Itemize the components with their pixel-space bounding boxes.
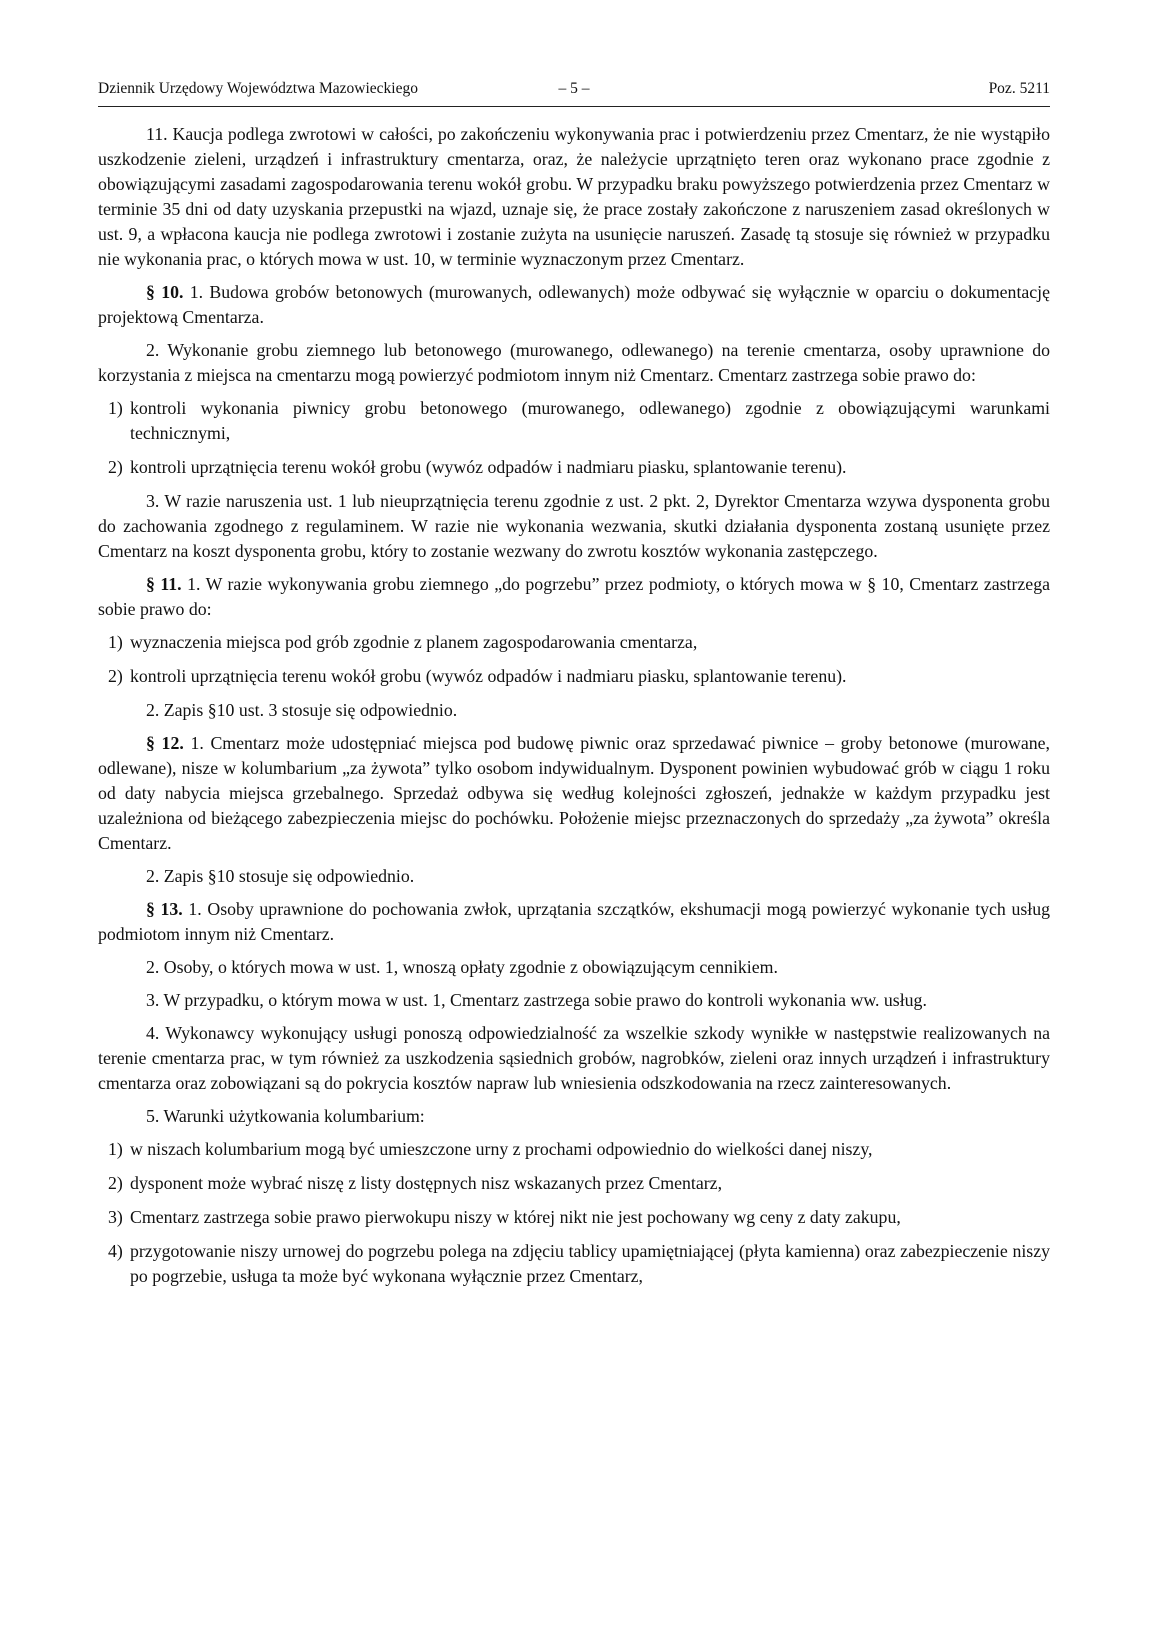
list-number: 2) — [108, 666, 123, 686]
list-text: kontroli wykonania piwnicy grobu betonowego (murowanego, odlewanego) zgodnie z obowiązującymi warunkami technicznymi, — [130, 398, 1050, 443]
section-13-para-4: 4. Wykonawcy wykonujący usługi ponoszą odpowiedzialność za wszelkie szkody wynikłe w następstwie realizowanych na terenie cmentarza prac, w tym również za uszkodzenia sąsiednich grobów, nagrobków, zieleni oraz innych urządzeń i infrastruktury cmentarza oraz zobowiązani są do pokrycia kosztów napraw lub wniesienia odszkodowania na rzecz zainteresowanych. — [98, 1023, 1050, 1093]
list-text: wyznaczenia miejsca pod grób zgodnie z planem zagospodarowania cmentarza, — [130, 632, 698, 652]
list-number: 1) — [108, 632, 123, 652]
section-mark: § 10. — [146, 282, 184, 302]
section-10-para-3: 3. W razie naruszenia ust. 1 lub nieuprzątnięcia terenu zgodnie z ust. 2 pkt. 2, Dyrektor Cmentarza wzywa dysponenta grobu do zachowania zgodnego z regulaminem. W razie nie wykonania wezwania, skutki działania dysponenta zostaną usunięte przez Cmentarz na koszt dysponenta grobu, który to zostanie wezwany do zwrotu kosztów wykonania zastępczego. — [98, 491, 1050, 561]
list-number: 4) — [108, 1241, 123, 1261]
list-item — [98, 664, 1050, 689]
list-item — [98, 1239, 1050, 1289]
list-text: dysponent może wybrać niszę z listy dostępnych nisz wskazanych przez Cmentarz, — [130, 1173, 723, 1193]
document-body — [98, 122, 1050, 1298]
list-item — [98, 1205, 1050, 1230]
list-number: 1) — [108, 398, 123, 418]
page-header — [98, 78, 1050, 107]
section-13-para-2: 2. Osoby, o których mowa w ust. 1, wnoszą opłaty zgodnie z obowiązującym cennikiem. — [146, 957, 778, 977]
section-12-para-2: 2. Zapis §10 stosuje się odpowiednio. — [146, 866, 415, 886]
list-text: w niszach kolumbarium mogą być umieszczone urny z prochami odpowiednio do wielkości danej niszy, — [130, 1139, 873, 1159]
list-item — [98, 630, 1050, 655]
list-item — [98, 396, 1050, 446]
section-mark: § 12. — [146, 733, 184, 753]
paragraph-text: 1. Budowa grobów betonowych (murowanych, odlewanych) może odbywać się wyłącznie w oparciu o dokumentację projektową Cmentarza. — [98, 282, 1050, 327]
paragraph-text: 1. Cmentarz może udostępniać miejsca pod budowę piwnic oraz sprzedawać piwnice – groby betonowe (murowane, odlewane), nisze w kolumbarium „za żywota” tylko osobom indywidualnym. Dysponent powinien wybudować grób w ciągu 1 roku od daty nabycia miejsca grzebalnego. Sprzedaż odbywa się według kolejności zgłoszeń, jednakże w każdym przypadku jest uzależniona od bieżącego zabezpieczenia miejsc do pochówku. Położenie miejsc przeznaczonych do sprzedaży „za żywota” określa Cmentarz. — [98, 733, 1050, 853]
list-text: kontroli uprzątnięcia terenu wokół grobu (wywóz odpadów i nadmiaru piasku, splantowanie terenu). — [130, 457, 847, 477]
list-item — [98, 455, 1050, 480]
list-number: 2) — [108, 1173, 123, 1193]
section-13-para-5: 5. Warunki użytkowania kolumbarium: — [146, 1106, 425, 1126]
list-number: 2) — [108, 457, 123, 477]
section-12-para-1 — [98, 731, 1050, 856]
paragraph-11: 11. Kaucja podlega zwrotowi w całości, po zakończeniu wykonywania prac i potwierdzeniu przez Cmentarz, że nie wystąpiło uszkodzenie zieleni, urządzeń i infrastruktury cmentarza, oraz, że należycie uprzątnięto teren oraz wykonano prace zgodnie z obowiązującymi zasadami zagospodarowania terenu wokół grobu. W przypadku braku powyższego potwierdzenia przez Cmentarz w terminie 35 dni od daty uzyskania przepustki na wjazd, uznaje się, że prace zostały zakończone z naruszeniem zasad określonych w ust. 9, a wpłacona kaucja nie podlega zwrotowi i zostanie zużyta na usunięcie naruszeń. Zasadę tą stosuje się również w przypadku nie wykonania prac, o których mowa w ust. 10, w terminie wyznaczonym przez Cmentarz. — [98, 124, 1050, 269]
list-number: 3) — [108, 1207, 123, 1227]
page-number: – 5 – — [558, 80, 590, 97]
section-mark: § 11. — [146, 574, 182, 594]
section-13-para-3: 3. W przypadku, o którym mowa w ust. 1, Cmentarz zastrzega sobie prawo do kontroli wykonania ww. usług. — [146, 990, 927, 1010]
section-13-para-1 — [98, 897, 1050, 947]
section-11-para-1 — [98, 572, 1050, 622]
list-text: kontroli uprzątnięcia terenu wokół grobu (wywóz odpadów i nadmiaru piasku, splantowanie terenu). — [130, 666, 847, 686]
list-text: Cmentarz zastrzega sobie prawo pierwokupu niszy w której nikt nie jest pochowany wg ceny z daty zakupu, — [130, 1207, 901, 1227]
section-10-para-2: 2. Wykonanie grobu ziemnego lub betonowego (murowanego, odlewanego) na terenie cmentarza, osoby uprawnione do korzystania z miejsca na cmentarzu mogą powierzyć podmiotom innym niż Cmentarz. Cmentarz zastrzega sobie prawo do: — [98, 340, 1050, 385]
section-10-para-1 — [98, 280, 1050, 330]
section-11-para-2: 2. Zapis §10 ust. 3 stosuje się odpowiednio. — [146, 700, 458, 720]
section-mark: § 13. — [146, 899, 183, 919]
paragraph-text: 1. W razie wykonywania grobu ziemnego „do pogrzebu” przez podmioty, o których mowa w § 10, Cmentarz zastrzega sobie prawo do: — [98, 574, 1050, 619]
paragraph-text: 1. Osoby uprawnione do pochowania zwłok, uprzątania szczątków, ekshumacji mogą powierzyć wykonanie tych usług podmiotom innym niż Cmentarz. — [98, 899, 1050, 944]
list-item — [98, 1171, 1050, 1196]
position-number: Poz. 5211 — [988, 80, 1050, 97]
list-text: przygotowanie niszy urnowej do pogrzebu polega na zdjęciu tablicy upamiętniającej (płyta kamienna) oraz zabezpieczenie niszy po pogrzebie, usługa ta może być wykonana wyłącznie przez Cmentarz, — [130, 1241, 1050, 1286]
journal-title: Dziennik Urzędowy Województwa Mazowieckiego — [98, 80, 418, 97]
list-item — [98, 1137, 1050, 1162]
list-number: 1) — [108, 1139, 123, 1159]
